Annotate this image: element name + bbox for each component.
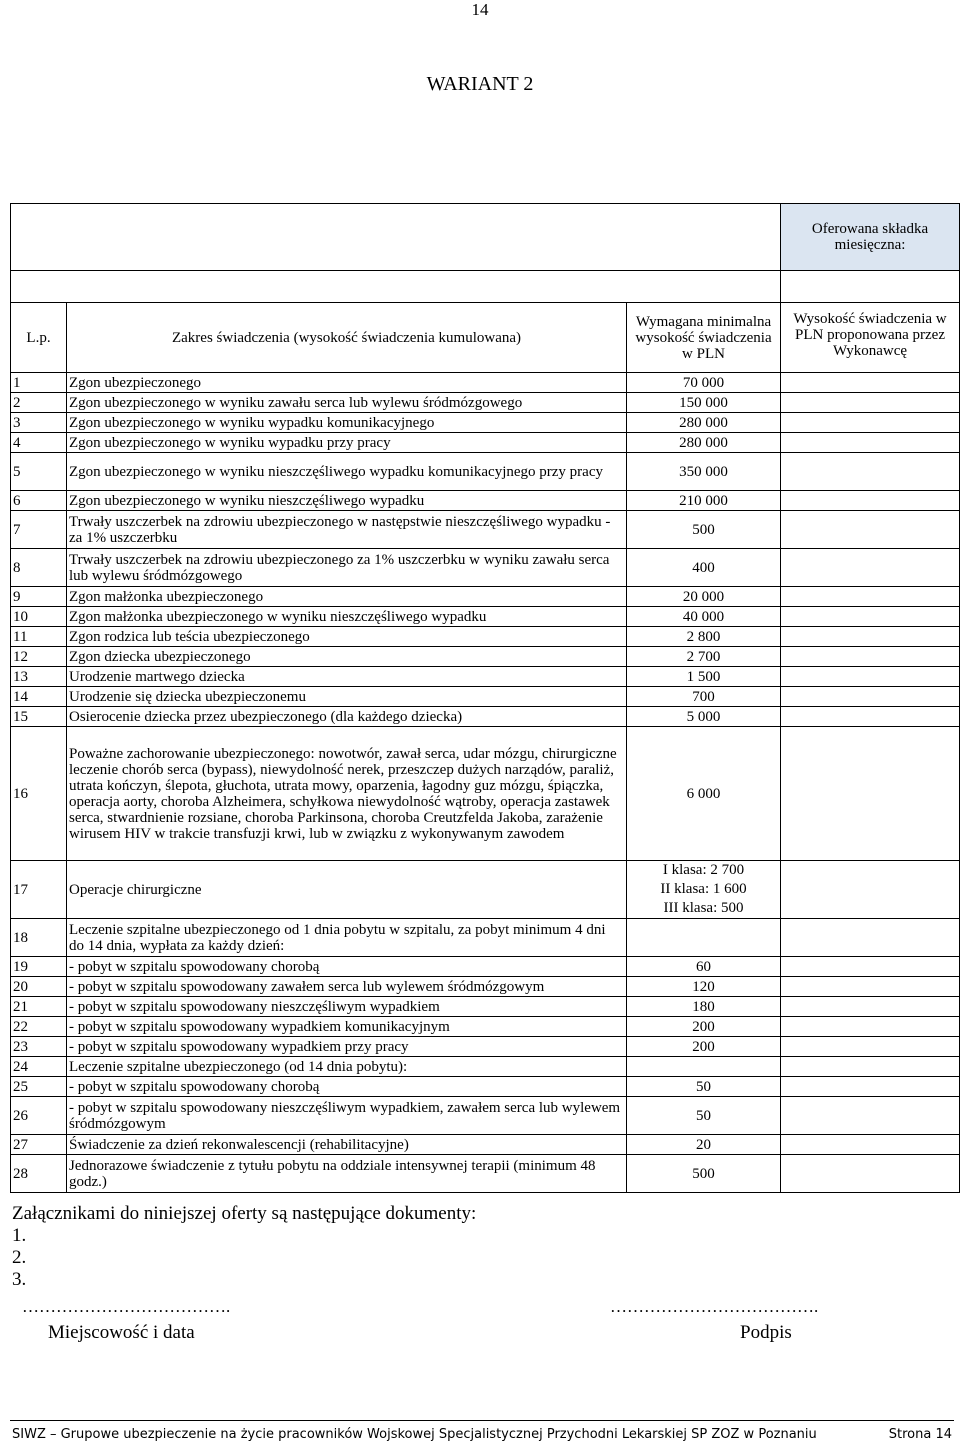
row-number: 6 [11,491,67,511]
row-description: - pobyt w szpitalu spowodowany nieszczęśliwym wypadkiem, zawałem serca lub wylewem śródmózgowym [67,1097,627,1135]
row-number: 11 [11,627,67,647]
row-min-amount: 70 000 [627,373,781,393]
row-proposed-amount[interactable] [781,727,960,861]
row-description: Leczenie szpitalne ubezpieczonego od 1 dnia pobytu w szpitalu, za pobyt minimum 4 dni do 14 dnia, wypłata za każdy dzień: [67,919,627,957]
row-min-amount: 2 800 [627,627,781,647]
row-min-amount: 60 [627,957,781,977]
row-min-amount: 210 000 [627,491,781,511]
page-title: WARIANT 2 [426,73,534,95]
row-min-amount: 2 700 [627,647,781,667]
row-min-amount: 500 [627,511,781,549]
footer-page-number: Strona 14 [888,1427,952,1442]
row-description: Zgon rodzica lub teścia ubezpieczonego [67,627,627,647]
header-scope: Zakres świadczenia (wysokość świadczenia kumulowana) [67,303,627,373]
row-number: 28 [11,1155,67,1193]
row-number: 5 [11,453,67,491]
row-number: 26 [11,1097,67,1135]
row-number: 20 [11,977,67,997]
benefits-table [10,203,960,1193]
attachments [12,1203,476,1291]
row-description: Zgon ubezpieczonego [67,373,627,393]
row-proposed-amount[interactable] [781,433,960,453]
row-min-amount: 400 [627,549,781,587]
row-proposed-amount[interactable] [781,587,960,607]
table-row [11,607,960,627]
table-row [11,1057,960,1077]
row-description: Zgon ubezpieczonego w wyniku zawału serca lub wylewu śródmózgowego [67,393,627,413]
row-proposed-amount[interactable] [781,1155,960,1193]
row-description: - pobyt w szpitalu spowodowany wypadkiem komunikacyjnym [67,1017,627,1037]
row-min-amount: 500 [627,1155,781,1193]
table-row [11,1135,960,1155]
table-row [11,1155,960,1193]
row-proposed-amount[interactable] [781,667,960,687]
table-row [11,393,960,413]
row-number: 14 [11,687,67,707]
page-number: 14 [471,0,489,19]
row-min-amount: 120 [627,977,781,997]
row-min-amount [627,919,781,957]
row-description: Zgon ubezpieczonego w wyniku nieszczęśliwego wypadku komunikacyjnego przy pracy [67,453,627,491]
row-proposed-amount[interactable] [781,997,960,1017]
table-row [11,491,960,511]
table-row [11,727,960,861]
row-proposed-amount[interactable] [781,1057,960,1077]
row-description: Jednorazowe świadczenie z tytułu pobytu na oddziale intensywnej terapii (minimum 48 godz.) [67,1155,627,1193]
row-number: 10 [11,607,67,627]
row-min-amount: 280 000 [627,413,781,433]
table-row [11,511,960,549]
row-min-amount: 50 [627,1077,781,1097]
row-description: - pobyt w szpitalu spowodowany chorobą [67,1077,627,1097]
row-description: Trwały uszczerbek na zdrowiu ubezpieczonego za 1% uszczerbku w wyniku zawału serca lub wylewu śródmózgowego [67,549,627,587]
row-proposed-amount[interactable] [781,511,960,549]
row-proposed-amount[interactable] [781,1135,960,1155]
amount-line: II klasa: 1 600 [660,881,747,897]
offer-header: Oferowana składka miesięczna: [781,204,960,271]
row-min-amount: 350 000 [627,453,781,491]
row-description: Zgon ubezpieczonego w wyniku wypadku komunikacyjnego [67,413,627,433]
row-description: Zgon małżonka ubezpieczonego w wyniku nieszczęśliwego wypadku [67,607,627,627]
row-description: Zgon ubezpieczonego w wyniku wypadku przy pracy [67,433,627,453]
table-row [11,861,960,919]
attachment-item-3: 3. [12,1269,27,1290]
row-min-amount: 5 000 [627,707,781,727]
row-number: 9 [11,587,67,607]
row-proposed-amount[interactable] [781,453,960,491]
table-row [11,413,960,433]
row-proposed-amount[interactable] [781,919,960,957]
row-proposed-amount[interactable] [781,957,960,977]
table-row [11,977,960,997]
attachments-heading: Załącznikami do niniejszej oferty są następujące dokumenty: [12,1203,477,1224]
row-proposed-amount[interactable] [781,413,960,433]
table-row [11,373,960,393]
row-number: 22 [11,1017,67,1037]
place-date-dots: ………………………………. [22,1297,231,1316]
footer-text: SIWZ – Grupowe ubezpieczenie na życie pracowników Wojskowej Specjalistycznej Przychodni Lekarskiej SP ZOZ w Poznaniu [12,1427,817,1442]
row-proposed-amount[interactable] [781,687,960,707]
table-row [11,587,960,607]
table-row [11,1097,960,1135]
signature-label: Podpis [740,1322,792,1343]
row-number: 23 [11,1037,67,1057]
offer-input-cell[interactable] [781,271,960,303]
table-row [11,647,960,667]
row-description: Trwały uszczerbek na zdrowiu ubezpieczonego w następstwie nieszczęśliwego wypadku - za 1% uszczerbku [67,511,627,549]
amount-line: III klasa: 500 [663,900,744,916]
attachment-item-2: 2. [12,1247,27,1268]
row-min-amount [627,861,781,919]
row-description: - pobyt w szpitalu spowodowany zawałem serca lub wylewem śródmózgowym [67,977,627,997]
table-row [11,1017,960,1037]
row-number: 15 [11,707,67,727]
row-min-amount: 200 [627,1037,781,1057]
row-min-amount [627,1057,781,1077]
amount-line: I klasa: 2 700 [662,862,745,878]
row-min-amount: 1 500 [627,667,781,687]
row-proposed-amount[interactable] [781,977,960,997]
row-description: Zgon małżonka ubezpieczonego [67,587,627,607]
row-number: 16 [11,727,67,861]
row-proposed-amount[interactable] [781,1097,960,1135]
table-row [11,453,960,491]
row-description: Zgon dziecka ubezpieczonego [67,647,627,667]
row-proposed-amount[interactable] [781,707,960,727]
row-proposed-amount[interactable] [781,861,960,919]
row-description: Poważne zachorowanie ubezpieczonego: nowotwór, zawał serca, udar mózgu, chirurgiczne leczenie chorób serca (bypass), niewydolność nerek, przeszczep dużych narządów, paraliż, utrata kończyn, ślepota, głuchota, utrata mowy, oparzenia, łagodny guz mózgu, śpiączka, operacja aorty, choroba Alzheimera, schyłkowa niewydolność wątroby, operacja zastawek serca, stwardnienie rozsiane, choroba Parkinsona, choroba Creutzfelda Jakoba, zarażenie wirusem HIV w trakcie transfuzji krwi, lub w związku z wykonywanym zawodem [67,727,627,861]
row-number: 27 [11,1135,67,1155]
row-number: 1 [11,373,67,393]
row-number: 7 [11,511,67,549]
row-description: - pobyt w szpitalu spowodowany nieszczęśliwym wypadkiem [67,997,627,1017]
header-proposed-amount: Wysokość świadczenia w PLN proponowana przez Wykonawcę [781,303,960,373]
row-min-amount: 6 000 [627,727,781,861]
place-date-label: Miejscowość i data [48,1322,195,1343]
attachment-item-1: 1. [12,1225,27,1246]
table-row [11,667,960,687]
row-number: 4 [11,433,67,453]
table-row [11,549,960,587]
row-min-amount: 150 000 [627,393,781,413]
table-row [11,957,960,977]
row-description: Urodzenie się dziecka ubezpieczonemu [67,687,627,707]
row-proposed-amount[interactable] [781,373,960,393]
header-min-amount: Wymagana minimalna wysokość świadczenia w PLN [627,303,781,373]
table-row [11,919,960,957]
row-number: 17 [11,861,67,919]
footer-divider [10,1420,954,1421]
row-proposed-amount[interactable] [781,647,960,667]
table-row [11,687,960,707]
row-number: 21 [11,997,67,1017]
signature-dots: ………………………………. [610,1297,819,1316]
row-number: 2 [11,393,67,413]
row-min-amount: 180 [627,997,781,1017]
row-number: 24 [11,1057,67,1077]
row-proposed-amount[interactable] [781,1017,960,1037]
row-description: - pobyt w szpitalu spowodowany wypadkiem przy pracy [67,1037,627,1057]
row-description: Leczenie szpitalne ubezpieczonego (od 14 dnia pobytu): [67,1057,627,1077]
row-min-amount: 200 [627,1017,781,1037]
row-proposed-amount[interactable] [781,491,960,511]
table-row [11,707,960,727]
row-number: 13 [11,667,67,687]
row-description: Urodzenie martwego dziecka [67,667,627,687]
row-proposed-amount[interactable] [781,549,960,587]
table-row [11,1077,960,1097]
row-description: Operacje chirurgiczne [67,861,627,919]
row-number: 3 [11,413,67,433]
table-row [11,433,960,453]
row-number: 8 [11,549,67,587]
row-min-amount: 700 [627,687,781,707]
row-proposed-amount[interactable] [781,607,960,627]
row-description: - pobyt w szpitalu spowodowany chorobą [67,957,627,977]
table-row [11,1037,960,1057]
table-row [11,997,960,1017]
row-number: 19 [11,957,67,977]
row-proposed-amount[interactable] [781,627,960,647]
row-description: Świadczenie za dzień rekonwalescencji (rehabilitacyjne) [67,1135,627,1155]
row-min-amount: 50 [627,1097,781,1135]
row-number: 18 [11,919,67,957]
row-min-amount: 20 000 [627,587,781,607]
row-number: 25 [11,1077,67,1097]
row-min-amount: 280 000 [627,433,781,453]
row-min-amount: 20 [627,1135,781,1155]
table-row [11,627,960,647]
row-min-amount: 40 000 [627,607,781,627]
header-lp: L.p. [11,303,67,373]
row-proposed-amount[interactable] [781,393,960,413]
row-number: 12 [11,647,67,667]
row-proposed-amount[interactable] [781,1037,960,1057]
row-proposed-amount[interactable] [781,1077,960,1097]
row-description: Zgon ubezpieczonego w wyniku nieszczęśliwego wypadku [67,491,627,511]
row-description: Osierocenie dziecka przez ubezpieczonego (dla każdego dziecka) [67,707,627,727]
